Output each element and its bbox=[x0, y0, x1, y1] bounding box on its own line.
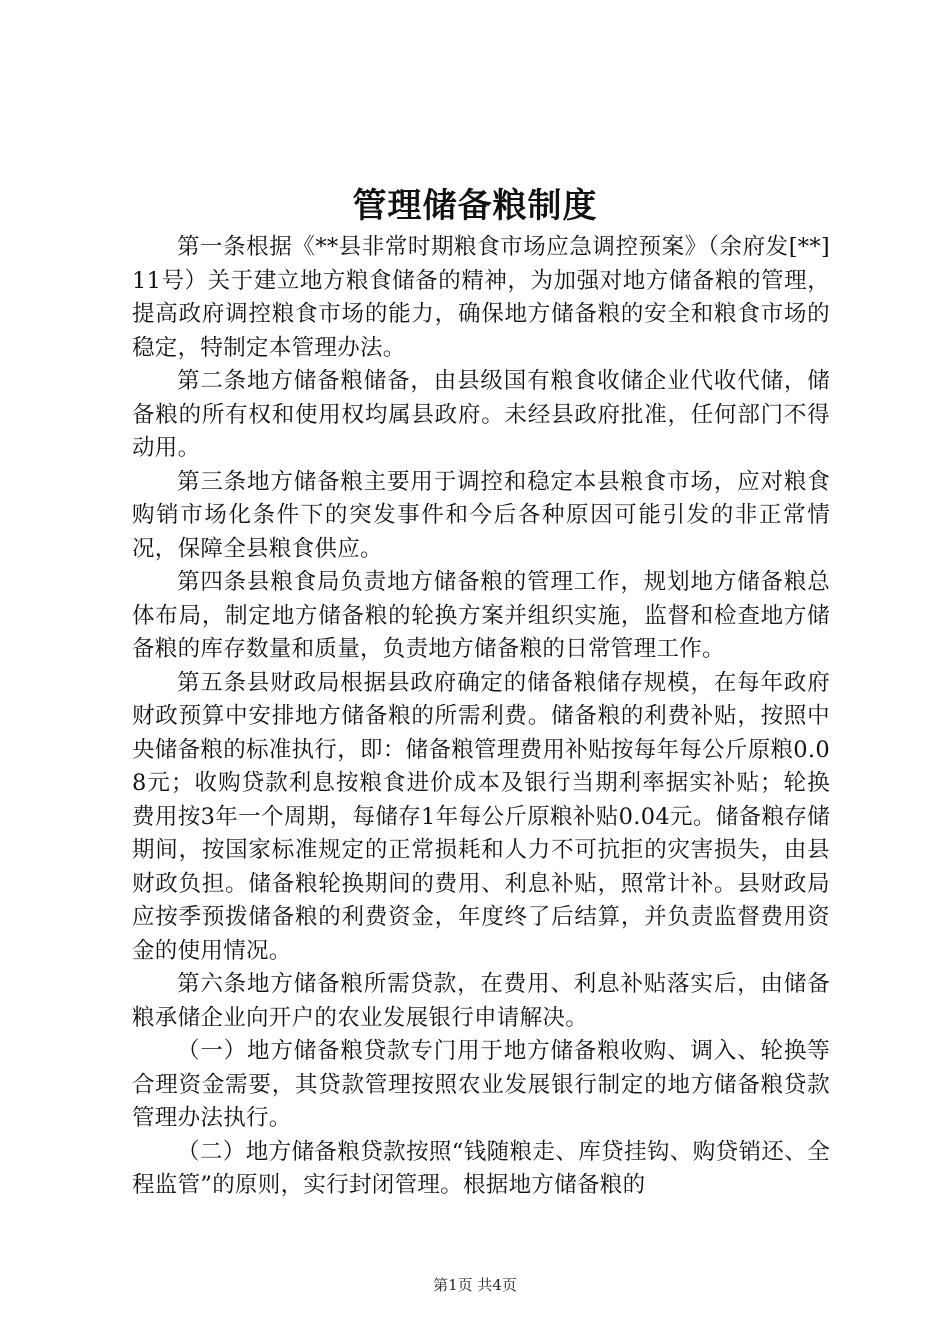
paragraph-article-1: 第一条根据《**县非常时期粮食市场应急调控预案》（余府发[**]11号）关于建立地方粮食储备的精神，为加强对地方储备粮的管理，提高政府调控粮食市场的能力，确保地方储备粮的安全和粮食市场的稳定，特制定本管理办法。 bbox=[132, 234, 830, 361]
paragraph-article-3: 第三条地方储备粮主要用于调控和稳定本县粮食市场，应对粮食购销市场化条件下的突发事件和今后各种原因可能引发的非正常情况，保障全县粮食供应。 bbox=[132, 468, 830, 562]
paragraph-article-5: 第五条县财政局根据县政府确定的储备粮储存规模，在每年政府财政预算中安排地方储备粮的所需利费。储备粮的利费补贴，按照中央储备粮的标准执行，即：储备粮管理费用补贴按每年每公斤原粮0.08元；收购贷款利息按粮食进价成本及银行当期利率据实补贴；轮换费用按3年一个周期，每储存1年每公斤原粮补贴0.04元。储备粮存储期间，按国家标准规定的正常损耗和人力不可抗拒的灾害损失，由县财政负担。储备粮轮换期间的费用、利息补贴，照常计补。县财政局应按季预拨储备粮的利费资金，年度终了后结算，并负责监督费用资金的使用情况。 bbox=[132, 669, 830, 964]
paragraph-article-4: 第四条县粮食局负责地方储备粮的管理工作，规划地方储备粮总体布局，制定地方储备粮的轮换方案并组织实施，监督和检查地方储备粮的库存数量和质量，负责地方储备粮的日常管理工作。 bbox=[132, 569, 830, 662]
paragraph-item-1: （一）地方储备粮贷款专门用于地方储备粮收购、调入、轮换等合理资金需要，其贷款管理按照农业发展银行制定的地方储备粮贷款管理办法执行。 bbox=[132, 1038, 830, 1131]
page-title: 管理储备粮制度 bbox=[352, 186, 598, 226]
paragraph-article-6: 第六条地方储备粮所需贷款，在费用、利息补贴落实后，由储备粮承储企业向开户的农业发展银行申请解决。 bbox=[132, 971, 830, 1031]
page-footer: 第1页 共4页 bbox=[433, 1276, 517, 1294]
document-body bbox=[132, 231, 830, 1203]
paragraph-article-2: 第二条地方储备粮储备，由县级国有粮食收储企业代收代储，储备粮的所有权和使用权均属县政府。未经县政府批准，任何部门不得动用。 bbox=[132, 368, 830, 461]
paragraph-item-2: （二）地方储备粮贷款按照“钱随粮走、库贷挂钩、购贷销还、全程监管”的原则，实行封闭管理。根据地方储备粮的 bbox=[132, 1138, 830, 1198]
